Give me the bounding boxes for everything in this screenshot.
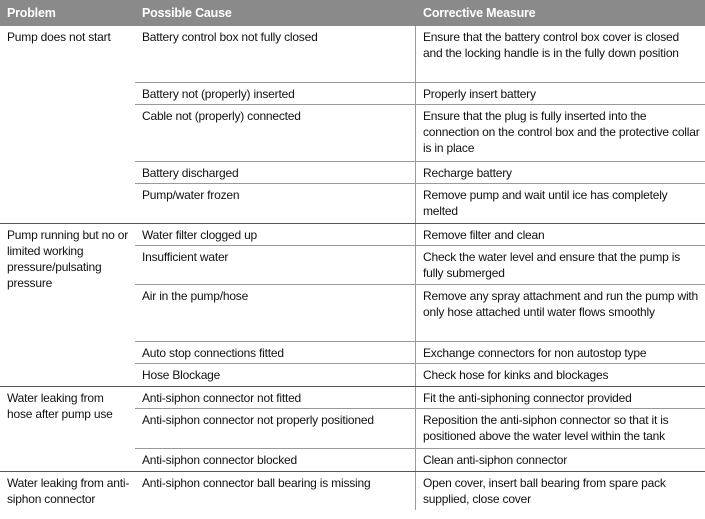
problem-group	[0, 472, 705, 510]
table-row	[135, 224, 705, 246]
cause-cell: Water filter clogged up	[135, 224, 416, 245]
measure-cell: Ensure that the plug is fully inserted into the connection on the control box and the protective collar is in place	[423, 109, 700, 155]
header-possible-cause: Possible Cause	[142, 6, 232, 20]
measure-cell: Check the water level and ensure that the pump is fully submerged	[423, 250, 681, 280]
header-corrective-measure: Corrective Measure	[423, 6, 536, 20]
table-row	[135, 83, 705, 105]
measure-cell: Clean anti-siphon connector	[423, 453, 568, 467]
table-row	[135, 364, 705, 386]
problem-cell: Pump running but no or limited working pressure/pulsating pressure	[7, 228, 129, 290]
cause-cell: Battery not (properly) inserted	[135, 83, 416, 104]
problem-cell: Water leaking from anti-siphon connector	[7, 476, 130, 506]
problem-group	[0, 224, 705, 387]
measure-cell: Remove any spray attachment and run the pump with only hose attached until water flows smoothly	[423, 289, 699, 319]
problem-group	[0, 387, 705, 472]
table-row	[135, 246, 705, 285]
problem-cell: Water leaking from hose after pump use	[7, 391, 113, 421]
problem-cell: Pump does not start	[7, 30, 111, 44]
cause-cell: Battery discharged	[135, 162, 416, 183]
table-row	[135, 387, 705, 409]
table-row	[135, 472, 705, 510]
measure-cell: Fit the anti-siphoning connector provided	[423, 391, 632, 405]
measure-cell: Remove pump and wait until ice has completely melted	[423, 188, 668, 218]
measure-cell: Reposition the anti-siphon connector so that it is positioned above the water level within the tank	[423, 413, 669, 443]
measure-cell: Remove filter and clean	[423, 228, 545, 242]
table-row	[135, 184, 705, 223]
table-row	[135, 342, 705, 364]
table-row	[135, 449, 705, 471]
cause-cell: Battery control box not fully closed	[135, 26, 416, 82]
cause-cell: Hose Blockage	[135, 364, 416, 386]
cause-cell: Air in the pump/hose	[135, 285, 416, 341]
table-row	[135, 162, 705, 184]
table-row	[135, 409, 705, 449]
measure-cell: Open cover, insert ball bearing from spare pack supplied, close cover	[423, 476, 666, 506]
header-problem: Problem	[7, 6, 56, 20]
cause-cell: Auto stop connections fitted	[135, 342, 416, 363]
cause-cell: Anti-siphon connector not fitted	[135, 387, 416, 408]
measure-cell: Recharge battery	[423, 166, 512, 180]
measure-cell: Exchange connectors for non autostop type	[423, 346, 647, 360]
cause-cell: Insufficient water	[135, 246, 416, 284]
table-row	[135, 105, 705, 162]
cause-cell: Pump/water frozen	[135, 184, 416, 223]
cause-cell: Cable not (properly) connected	[135, 105, 416, 161]
measure-cell: Ensure that the battery control box cover is closed and the locking handle is in the fully down position	[423, 30, 679, 60]
cause-cell: Anti-siphon connector not properly positioned	[135, 409, 416, 448]
measure-cell: Properly insert battery	[423, 87, 536, 101]
measure-cell: Check hose for kinks and blockages	[423, 368, 609, 382]
table-row	[135, 26, 705, 83]
table-header	[0, 0, 705, 26]
cause-cell: Anti-siphon connector blocked	[135, 449, 416, 471]
table-row	[135, 285, 705, 342]
cause-cell: Anti-siphon connector ball bearing is missing	[135, 472, 416, 510]
problem-group	[0, 26, 705, 224]
